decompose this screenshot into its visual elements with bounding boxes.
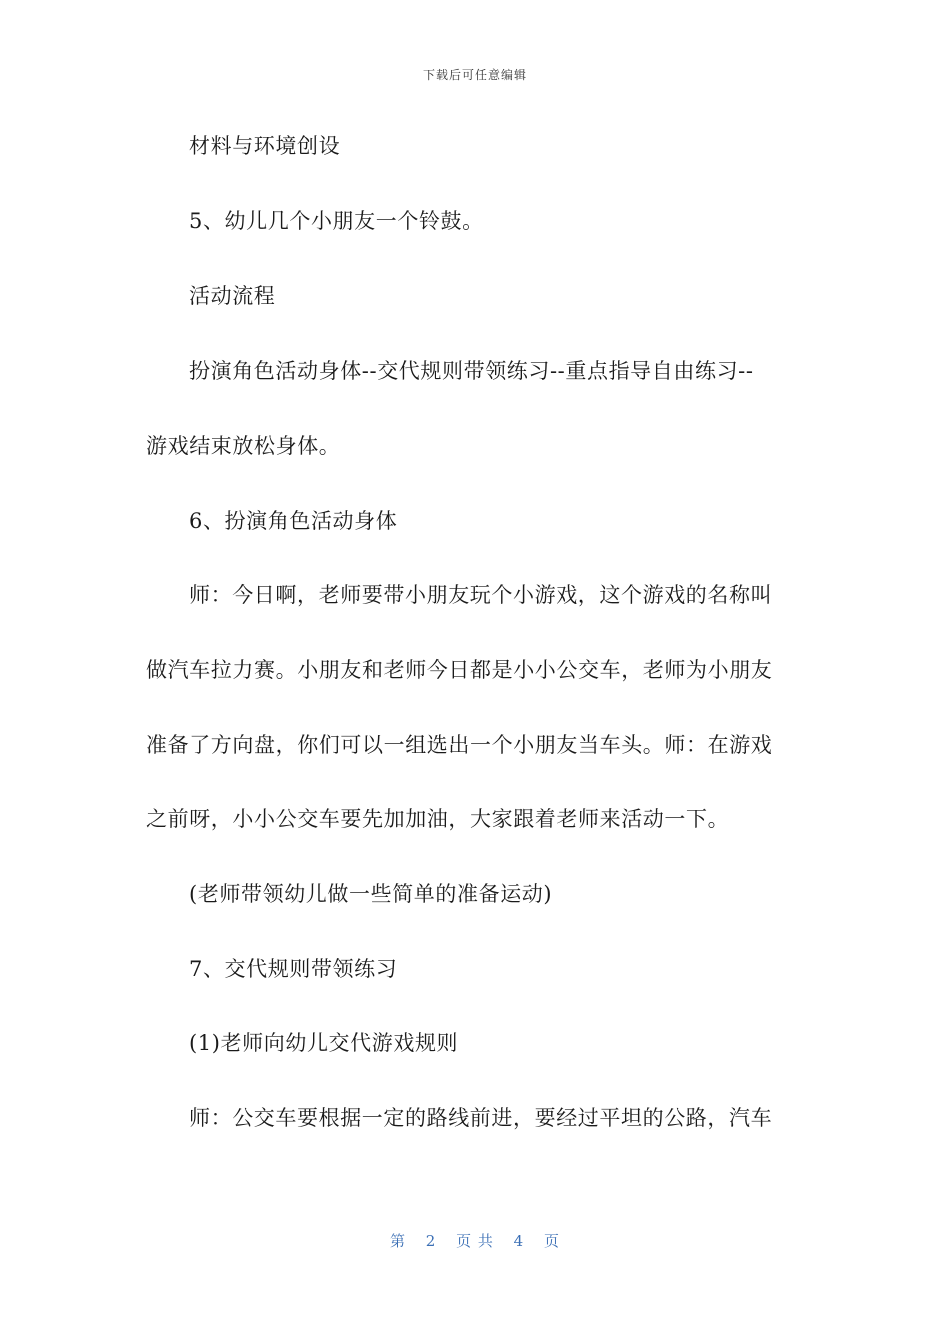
paragraph-line: 游戏结束放松身体。 [146,434,341,458]
paragraph-line: 材料与环境创设 [189,134,341,158]
paragraph-line: 活动流程 [189,284,276,308]
footer-suffix: 页 [544,1232,561,1250]
paragraph-line: 5、幼儿几个小朋友一个铃鼓。 [189,209,484,233]
paragraph-line: 准备了方向盘，你们可以一组选出一个小朋友当车头。师：在游戏 [146,733,773,757]
paragraph-line: 做汽车拉力赛。小朋友和老师今日都是小小公交车，老师为小朋友 [146,658,773,682]
paragraph-line: (1)老师向幼儿交代游戏规则 [189,1031,459,1055]
paragraph-line: 师：公交车要根据一定的路线前进，要经过平坦的公路，汽车 [189,1106,773,1130]
footer-prefix: 第 [389,1232,406,1250]
paragraph-line: (老师带领幼儿做一些简单的准备运动) [189,882,553,906]
total-pages-number: 4 [513,1232,525,1250]
paragraph-line: 之前呀，小小公交车要先加加油，大家跟着老师来活动一下。 [146,807,730,831]
paragraph-line: 扮演角色活动身体--交代规则带领练习--重点指导自由练习-- [189,359,754,383]
page-footer [0,1230,950,1251]
paragraph-line: 7、交代规则带领练习 [189,957,398,981]
paragraph-line: 师：今日啊，老师要带小朋友玩个小游戏，这个游戏的名称叫 [189,583,773,607]
current-page-number: 2 [425,1232,437,1250]
paragraph-line: 6、扮演角色活动身体 [189,509,398,533]
footer-middle: 页 共 [456,1232,494,1250]
page-header: 下载后可任意编辑 [422,68,527,82]
